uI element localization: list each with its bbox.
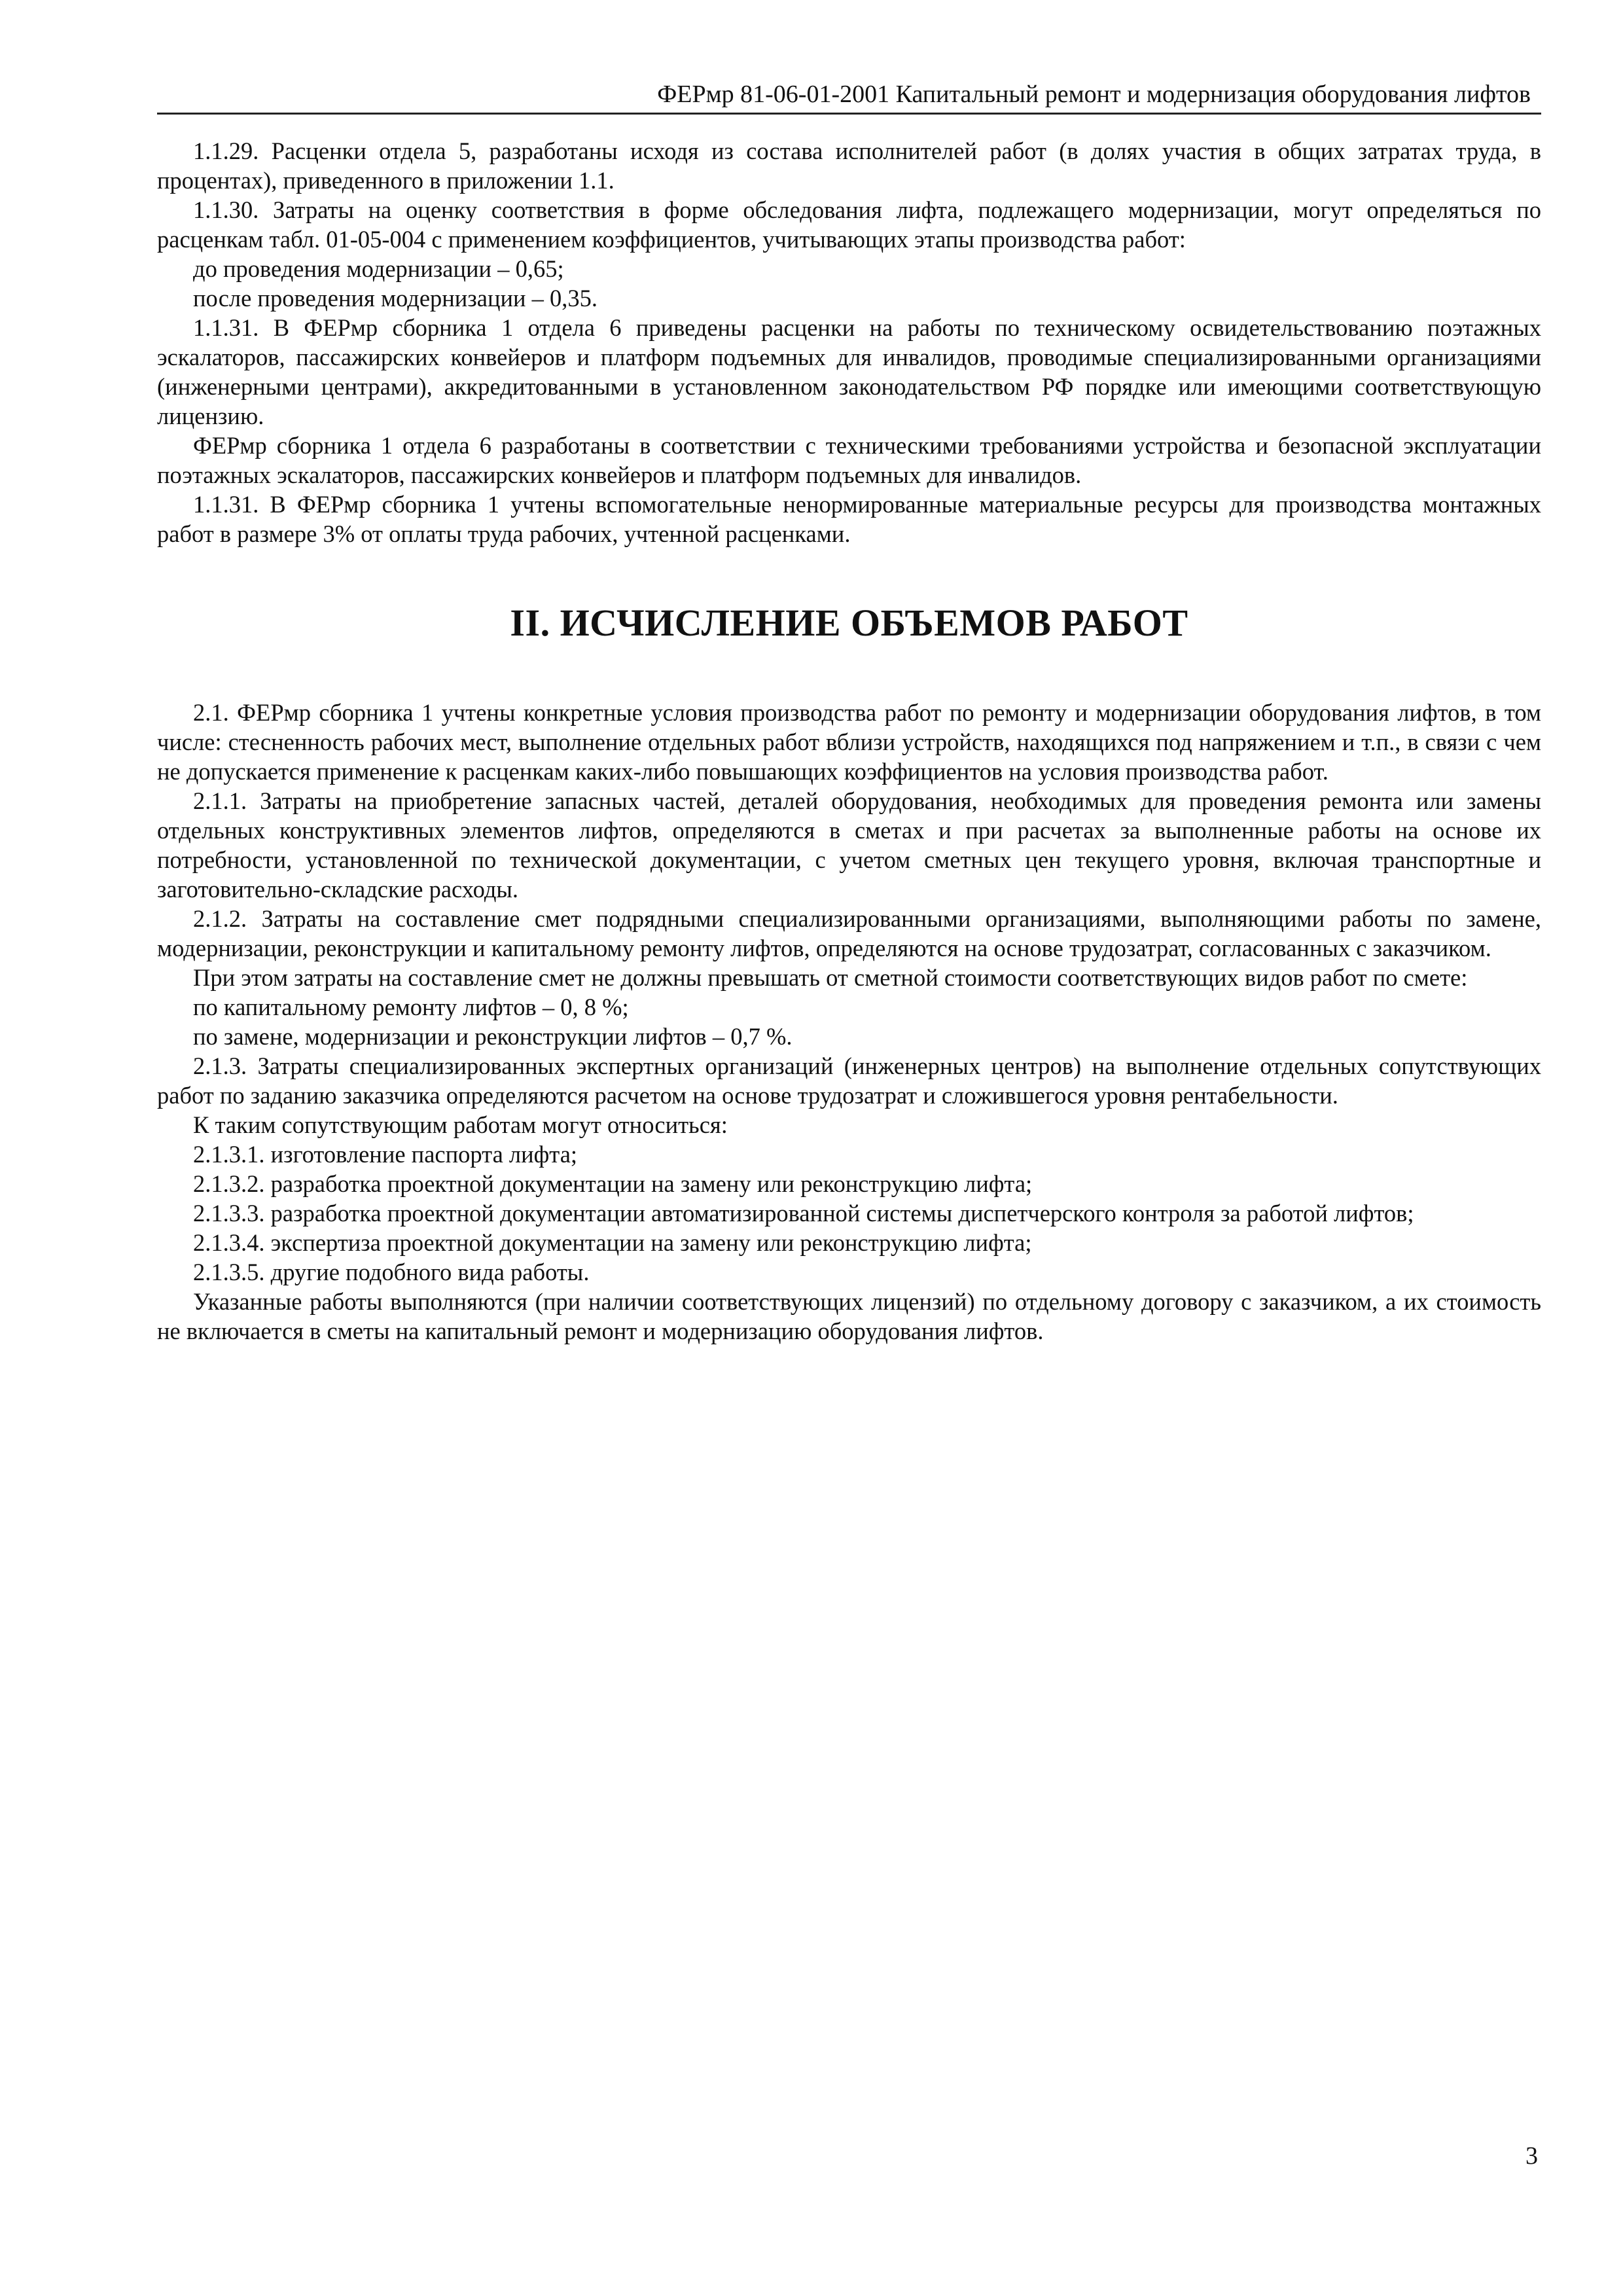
section-title-volume-calculation: II. ИСЧИСЛЕНИЕ ОБЪЕМОВ РАБОТ [510,601,1188,644]
paragraph-2-1-1: 2.1.1. Затраты на приобретение запасных частей, деталей оборудования, необходимых для проведения ремонта или замены отдельных конструктивных элементов лифтов, определяются в сметах и при расчетах за выполненные работы на основе их потребности, установленной по технической документации, с учетом сметных цен текущего уровня, включая транспортные и заготовительно-складские расходы. [157,787,1541,903]
paragraph-separate-contract: Указанные работы выполняются (при наличии соответствующих лицензий) по отдельному договору с заказчиком, а их стоимость не включается в сметы на капитальный ремонт и модернизацию оборудования лифтов. [157,1288,1541,1344]
paragraph-2-1-3-4: 2.1.3.4. экспертиза проектной документации на замену или реконструкцию лифта; [193,1229,1032,1256]
section-volume-calculation [157,698,1541,1346]
paragraph-2-1-3: 2.1.3. Затраты специализированных экспертных организаций (инженерных центров) на выполнение отдельных сопутствующих работ по заданию заказчика определяются расчетом на основе трудозатрат и сложившегося уровня рентабельности. [157,1052,1541,1109]
paragraph-1-1-31-b: 1.1.31. В ФЕРмр сборника 1 учтены вспомогательные ненормированные материальные ресурсы для производства монтажных работ в размере 3% от оплаты труда рабочих, учтенной расценками. [157,491,1541,547]
paragraph-1-1-31-a: 1.1.31. В ФЕРмр сборника 1 отдела 6 приведены расценки на работы по техническому освидетельствованию поэтажных эскалаторов, пассажирских конвейеров и платформ подъемных для инвалидов, проводимые специализированными организациями (инженерными центрами), аккредитованными в установленном законодательством РФ порядке или имеющими соответствующую лицензию. [157,314,1541,429]
document-body [157,136,1541,1346]
paragraph-2-1-3-1: 2.1.3.1. изготовление паспорта лифта; [193,1141,578,1168]
paragraph-2-1-2: 2.1.2. Затраты на составление смет подрядными специализированными организациями, выполняющими работы по замене, модернизации, реконструкции и капитальному ремонту лифтов, определяются на основе трудозатрат, согласованных с заказчиком. [157,905,1541,961]
paragraph-replacement-rate: по замене, модернизации и реконструкции лифтов – 0,7 %. [193,1023,793,1050]
page-header [157,63,1541,115]
page-number: 3 [1525,2142,1538,2170]
paragraph-1-1-29: 1.1.29. Расценки отдела 5, разработаны исходя из состава исполнителей работ (в долях участия в общих затратах труда, в процентах), приведенного в приложении 1.1. [157,137,1541,194]
paragraph-after-modernization: после проведения модернизации – 0,35. [193,285,598,312]
paragraph-related-works-intro: К таким сопутствующим работам могут относиться: [193,1111,728,1138]
paragraph-2-1-3-2: 2.1.3.2. разработка проектной документации на замену или реконструкцию лифта; [193,1170,1033,1197]
paragraph-before-modernization: до проведения модернизации – 0,65; [193,255,564,282]
paragraph-estimate-limits: При этом затраты на составление смет не должны превышать от сметной стоимости соответствующих видов работ по смете: [193,964,1468,991]
paragraph-2-1: 2.1. ФЕРмр сборника 1 учтены конкретные условия производства работ по ремонту и модернизации оборудования лифтов, в том числе: стесненность рабочих мест, выполнение отдельных работ вблизи устройств, находящихся под напряжением и т.п., в связи с чем не допускается применение к расценкам каких-либо повышающих коэффициентов на условия производства работ. [157,699,1541,785]
paragraph-capital-repair-rate: по капитальному ремонту лифтов – 0, 8 %; [193,994,629,1020]
paragraph-1-1-30: 1.1.30. Затраты на оценку соответствия в форме обследования лифта, подлежащего модернизации, могут определяться по расценкам табл. 01-05-004 с применением коэффициентов, учитывающих этапы производства работ: [157,196,1541,253]
section-general-provisions [157,136,1541,548]
document-header-title: ФЕРмр 81-06-01-2001 Капитальный ремонт и модернизация оборудования лифтов [657,81,1531,108]
paragraph-section-6-requirements: ФЕРмр сборника 1 отдела 6 разработаны в соответствии с техническими требованиями устройства и безопасной эксплуатации поэтажных эскалаторов, пассажирских конвейеров и платформ подъемных для инвалидов. [157,432,1541,488]
paragraph-2-1-3-3: 2.1.3.3. разработка проектной документации автоматизированной системы диспетчерского контроля за работой лифтов; [193,1200,1414,1227]
paragraph-2-1-3-5: 2.1.3.5. другие подобного вида работы. [193,1259,590,1285]
